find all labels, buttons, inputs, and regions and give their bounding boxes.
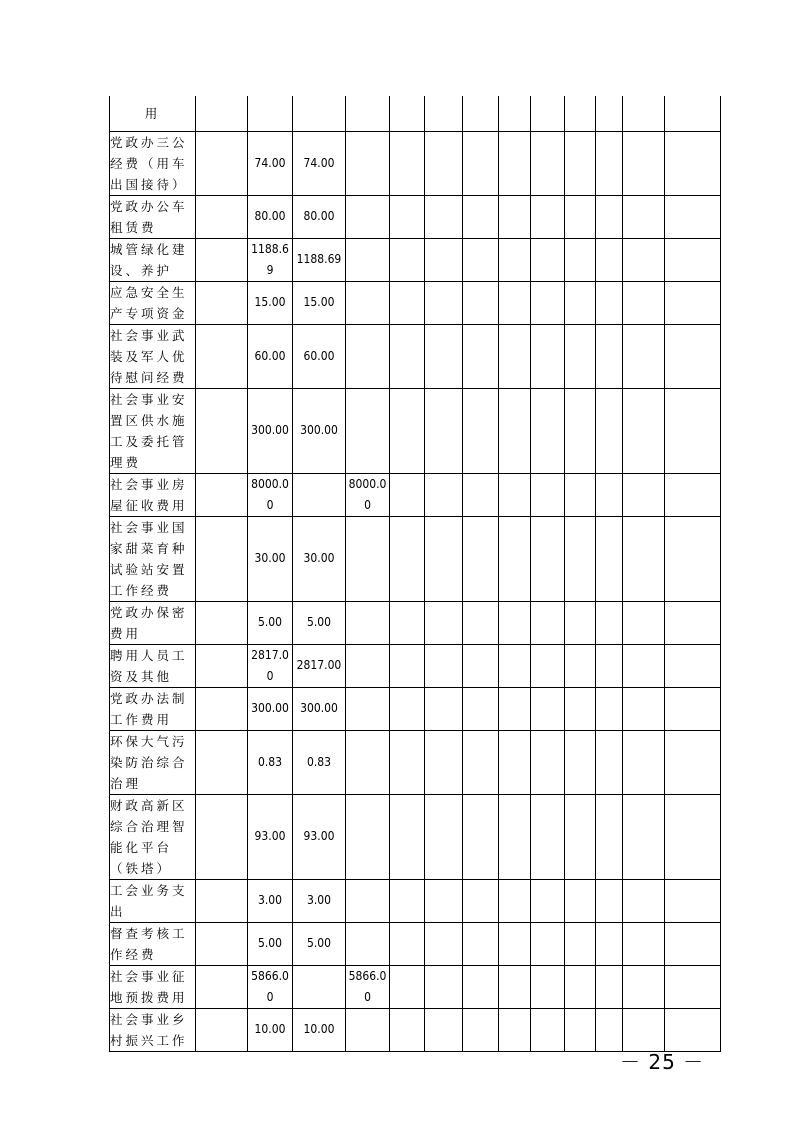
empty-cell: [196, 195, 248, 238]
empty-cell: [390, 324, 425, 388]
empty-cell: [499, 516, 531, 601]
empty-cell: [531, 644, 565, 687]
empty-cell: [499, 601, 531, 644]
empty-cell: [196, 601, 248, 644]
total-amount-cell: 5.00: [248, 601, 293, 644]
empty-cell: [665, 922, 721, 965]
empty-cell: [390, 473, 425, 516]
fund-budget-cell: [346, 922, 390, 965]
empty-cell: [425, 601, 463, 644]
empty-cell: [390, 281, 425, 324]
empty-cell: [623, 879, 665, 922]
total-amount-cell: 0.83: [248, 730, 293, 794]
empty-cell: [596, 644, 623, 687]
general-budget-cell: 80.00: [293, 195, 346, 238]
empty-cell: [390, 131, 425, 195]
empty-cell: [531, 281, 565, 324]
total-amount-cell: 93.00: [248, 794, 293, 879]
general-budget-cell: 300.00: [293, 388, 346, 473]
empty-cell: [596, 794, 623, 879]
empty-cell: [425, 131, 463, 195]
empty-cell: [463, 965, 499, 1008]
table-row: [110, 730, 721, 794]
item-name-cell: 党政办三公经费（用车出国接待）: [110, 131, 196, 195]
item-name-cell: 工会业务支出: [110, 879, 196, 922]
empty-cell: [196, 730, 248, 794]
empty-cell: [623, 281, 665, 324]
empty-cell: [425, 879, 463, 922]
general-budget-cell: [293, 473, 346, 516]
empty-cell: [196, 794, 248, 879]
empty-cell: [425, 195, 463, 238]
empty-cell: [531, 473, 565, 516]
empty-cell: [531, 131, 565, 195]
empty-cell: [499, 794, 531, 879]
general-budget-cell: [293, 96, 346, 131]
empty-cell: [623, 473, 665, 516]
table-row: [110, 324, 721, 388]
item-name-cell: 应急安全生产专项资金: [110, 281, 196, 324]
empty-cell: [463, 644, 499, 687]
empty-cell: [565, 281, 596, 324]
general-budget-cell: [293, 965, 346, 1008]
empty-cell: [425, 1008, 463, 1051]
empty-cell: [531, 879, 565, 922]
total-amount-cell: 60.00: [248, 324, 293, 388]
empty-cell: [531, 324, 565, 388]
empty-cell: [665, 687, 721, 730]
table-row: [110, 473, 721, 516]
item-name-cell: 环保大气污染防治综合治理: [110, 730, 196, 794]
general-budget-cell: 0.83: [293, 730, 346, 794]
empty-cell: [565, 516, 596, 601]
empty-cell: [425, 794, 463, 879]
empty-cell: [425, 473, 463, 516]
empty-cell: [390, 96, 425, 131]
empty-cell: [565, 687, 596, 730]
empty-cell: [463, 601, 499, 644]
empty-cell: [665, 644, 721, 687]
empty-cell: [531, 687, 565, 730]
empty-cell: [623, 131, 665, 195]
empty-cell: [623, 601, 665, 644]
fund-budget-cell: [346, 730, 390, 794]
table-row: [110, 601, 721, 644]
fund-budget-cell: [346, 388, 390, 473]
fund-budget-cell: [346, 131, 390, 195]
total-amount-cell: 5866.00: [248, 965, 293, 1008]
empty-cell: [665, 388, 721, 473]
empty-cell: [196, 131, 248, 195]
empty-cell: [623, 96, 665, 131]
fund-budget-cell: [346, 195, 390, 238]
item-name-cell: 党政办保密费用: [110, 601, 196, 644]
empty-cell: [425, 388, 463, 473]
empty-cell: [463, 794, 499, 879]
empty-cell: [463, 281, 499, 324]
empty-cell: [565, 922, 596, 965]
item-name-cell: 社会事业征地预拨费用: [110, 965, 196, 1008]
total-amount-cell: 10.00: [248, 1008, 293, 1051]
empty-cell: [463, 238, 499, 281]
empty-cell: [499, 730, 531, 794]
fund-budget-cell: [346, 96, 390, 131]
empty-cell: [390, 965, 425, 1008]
table-row: [110, 922, 721, 965]
item-name-cell: 城管绿化建设、养护: [110, 238, 196, 281]
item-name-cell: 社会事业安置区供水施工及委托管理费: [110, 388, 196, 473]
empty-cell: [531, 96, 565, 131]
empty-cell: [390, 601, 425, 644]
fund-budget-cell: [346, 516, 390, 601]
table-row: [110, 965, 721, 1008]
item-name-cell: 社会事业乡村振兴工作: [110, 1008, 196, 1051]
item-name-cell: 社会事业武装及军人优待慰问经费: [110, 324, 196, 388]
empty-cell: [463, 388, 499, 473]
table-row: [110, 238, 721, 281]
table-row: [110, 687, 721, 730]
empty-cell: [499, 922, 531, 965]
empty-cell: [463, 473, 499, 516]
empty-cell: [665, 131, 721, 195]
empty-cell: [531, 922, 565, 965]
empty-cell: [596, 879, 623, 922]
fund-budget-cell: 5866.00: [346, 965, 390, 1008]
empty-cell: [565, 730, 596, 794]
empty-cell: [565, 195, 596, 238]
fund-budget-cell: [346, 601, 390, 644]
table-row: [110, 96, 721, 131]
empty-cell: [463, 516, 499, 601]
empty-cell: [499, 324, 531, 388]
empty-cell: [565, 131, 596, 195]
item-name-cell: 社会事业房屋征收费用: [110, 473, 196, 516]
total-amount-cell: 5.00: [248, 922, 293, 965]
empty-cell: [596, 281, 623, 324]
empty-cell: [531, 238, 565, 281]
table-row: [110, 644, 721, 687]
fund-budget-cell: [346, 879, 390, 922]
total-amount-cell: 3.00: [248, 879, 293, 922]
fund-budget-cell: [346, 644, 390, 687]
empty-cell: [596, 965, 623, 1008]
empty-cell: [665, 96, 721, 131]
empty-cell: [665, 965, 721, 1008]
empty-cell: [196, 96, 248, 131]
total-amount-cell: 30.00: [248, 516, 293, 601]
empty-cell: [196, 324, 248, 388]
empty-cell: [425, 965, 463, 1008]
empty-cell: [565, 644, 596, 687]
empty-cell: [499, 644, 531, 687]
empty-cell: [390, 388, 425, 473]
empty-cell: [196, 644, 248, 687]
empty-cell: [196, 281, 248, 324]
fund-budget-cell: [346, 794, 390, 879]
empty-cell: [623, 324, 665, 388]
empty-cell: [623, 195, 665, 238]
total-amount-cell: [248, 96, 293, 131]
empty-cell: [596, 324, 623, 388]
empty-cell: [425, 324, 463, 388]
empty-cell: [531, 601, 565, 644]
empty-cell: [425, 644, 463, 687]
empty-cell: [623, 388, 665, 473]
empty-cell: [531, 388, 565, 473]
total-amount-cell: 74.00: [248, 131, 293, 195]
empty-cell: [196, 516, 248, 601]
empty-cell: [463, 1008, 499, 1051]
table-row: [110, 131, 721, 195]
fund-budget-cell: [346, 281, 390, 324]
empty-cell: [665, 1008, 721, 1051]
empty-cell: [499, 879, 531, 922]
empty-cell: [565, 96, 596, 131]
empty-cell: [425, 730, 463, 794]
empty-cell: [499, 195, 531, 238]
empty-cell: [596, 131, 623, 195]
empty-cell: [665, 601, 721, 644]
page-number: － 25 －: [620, 1050, 705, 1074]
empty-cell: [665, 473, 721, 516]
empty-cell: [463, 195, 499, 238]
empty-cell: [623, 516, 665, 601]
empty-cell: [499, 238, 531, 281]
empty-cell: [499, 965, 531, 1008]
total-amount-cell: 15.00: [248, 281, 293, 324]
empty-cell: [463, 96, 499, 131]
empty-cell: [499, 473, 531, 516]
item-name-cell: 社会事业国家甜菜育种试验站安置工作经费: [110, 516, 196, 601]
empty-cell: [665, 195, 721, 238]
item-name-cell: 督查考核工作经费: [110, 922, 196, 965]
empty-cell: [196, 687, 248, 730]
empty-cell: [425, 96, 463, 131]
empty-cell: [623, 965, 665, 1008]
item-name-cell: 党政办法制工作费用: [110, 687, 196, 730]
empty-cell: [463, 131, 499, 195]
empty-cell: [665, 879, 721, 922]
total-amount-cell: 80.00: [248, 195, 293, 238]
empty-cell: [565, 965, 596, 1008]
fund-budget-cell: [346, 324, 390, 388]
empty-cell: [196, 388, 248, 473]
total-amount-cell: 1188.69: [248, 238, 293, 281]
general-budget-cell: 10.00: [293, 1008, 346, 1051]
general-budget-cell: 74.00: [293, 131, 346, 195]
table-row: [110, 879, 721, 922]
empty-cell: [565, 388, 596, 473]
general-budget-cell: 60.00: [293, 324, 346, 388]
empty-cell: [596, 96, 623, 131]
total-amount-cell: 2817.00: [248, 644, 293, 687]
empty-cell: [463, 324, 499, 388]
empty-cell: [596, 601, 623, 644]
empty-cell: [463, 922, 499, 965]
empty-cell: [596, 388, 623, 473]
empty-cell: [390, 687, 425, 730]
empty-cell: [596, 195, 623, 238]
item-name-cell: 财政高新区综合治理智能化平台（铁塔）: [110, 794, 196, 879]
empty-cell: [196, 473, 248, 516]
empty-cell: [665, 516, 721, 601]
item-name-cell: 聘用人员工资及其他: [110, 644, 196, 687]
empty-cell: [196, 1008, 248, 1051]
empty-cell: [390, 794, 425, 879]
empty-cell: [565, 794, 596, 879]
empty-cell: [565, 238, 596, 281]
fund-budget-cell: [346, 687, 390, 730]
general-budget-cell: 30.00: [293, 516, 346, 601]
table-row: [110, 281, 721, 324]
budget-table: [109, 96, 721, 1052]
empty-cell: [425, 516, 463, 601]
table-row: [110, 1008, 721, 1051]
empty-cell: [425, 922, 463, 965]
empty-cell: [623, 1008, 665, 1051]
general-budget-cell: 300.00: [293, 687, 346, 730]
empty-cell: [390, 879, 425, 922]
empty-cell: [565, 324, 596, 388]
empty-cell: [596, 730, 623, 794]
empty-cell: [665, 730, 721, 794]
empty-cell: [565, 473, 596, 516]
empty-cell: [390, 238, 425, 281]
empty-cell: [531, 195, 565, 238]
empty-cell: [390, 644, 425, 687]
empty-cell: [390, 922, 425, 965]
empty-cell: [531, 516, 565, 601]
empty-cell: [565, 601, 596, 644]
empty-cell: [596, 922, 623, 965]
empty-cell: [499, 687, 531, 730]
empty-cell: [596, 473, 623, 516]
empty-cell: [623, 794, 665, 879]
empty-cell: [499, 131, 531, 195]
empty-cell: [425, 687, 463, 730]
total-amount-cell: 300.00: [248, 687, 293, 730]
empty-cell: [565, 879, 596, 922]
empty-cell: [531, 794, 565, 879]
empty-cell: [499, 388, 531, 473]
empty-cell: [531, 1008, 565, 1051]
empty-cell: [499, 281, 531, 324]
empty-cell: [596, 238, 623, 281]
empty-cell: [463, 879, 499, 922]
empty-cell: [623, 730, 665, 794]
empty-cell: [463, 687, 499, 730]
empty-cell: [390, 1008, 425, 1051]
general-budget-cell: 1188.69: [293, 238, 346, 281]
fund-budget-cell: [346, 238, 390, 281]
empty-cell: [531, 730, 565, 794]
table-row: [110, 516, 721, 601]
table-row: [110, 195, 721, 238]
general-budget-cell: 5.00: [293, 601, 346, 644]
empty-cell: [565, 1008, 596, 1051]
empty-cell: [623, 238, 665, 281]
fund-budget-cell: 8000.00: [346, 473, 390, 516]
general-budget-cell: 3.00: [293, 879, 346, 922]
general-budget-cell: 2817.00: [293, 644, 346, 687]
empty-cell: [665, 794, 721, 879]
table-row: [110, 388, 721, 473]
general-budget-cell: 15.00: [293, 281, 346, 324]
total-amount-cell: 300.00: [248, 388, 293, 473]
empty-cell: [390, 516, 425, 601]
empty-cell: [425, 281, 463, 324]
table-row: [110, 794, 721, 879]
item-name-cell: 党政办公车租赁费: [110, 195, 196, 238]
empty-cell: [665, 324, 721, 388]
empty-cell: [596, 1008, 623, 1051]
budget-table-wrapper: [109, 96, 721, 1052]
empty-cell: [531, 965, 565, 1008]
empty-cell: [196, 879, 248, 922]
empty-cell: [596, 516, 623, 601]
item-name-cell: 用: [110, 96, 196, 131]
fund-budget-cell: [346, 1008, 390, 1051]
empty-cell: [390, 195, 425, 238]
empty-cell: [623, 922, 665, 965]
empty-cell: [463, 730, 499, 794]
empty-cell: [196, 922, 248, 965]
empty-cell: [390, 730, 425, 794]
empty-cell: [499, 96, 531, 131]
empty-cell: [196, 965, 248, 1008]
empty-cell: [623, 687, 665, 730]
general-budget-cell: 93.00: [293, 794, 346, 879]
empty-cell: [623, 644, 665, 687]
empty-cell: [196, 238, 248, 281]
empty-cell: [425, 238, 463, 281]
empty-cell: [665, 281, 721, 324]
empty-cell: [499, 1008, 531, 1051]
total-amount-cell: 8000.00: [248, 473, 293, 516]
empty-cell: [596, 687, 623, 730]
general-budget-cell: 5.00: [293, 922, 346, 965]
empty-cell: [665, 238, 721, 281]
